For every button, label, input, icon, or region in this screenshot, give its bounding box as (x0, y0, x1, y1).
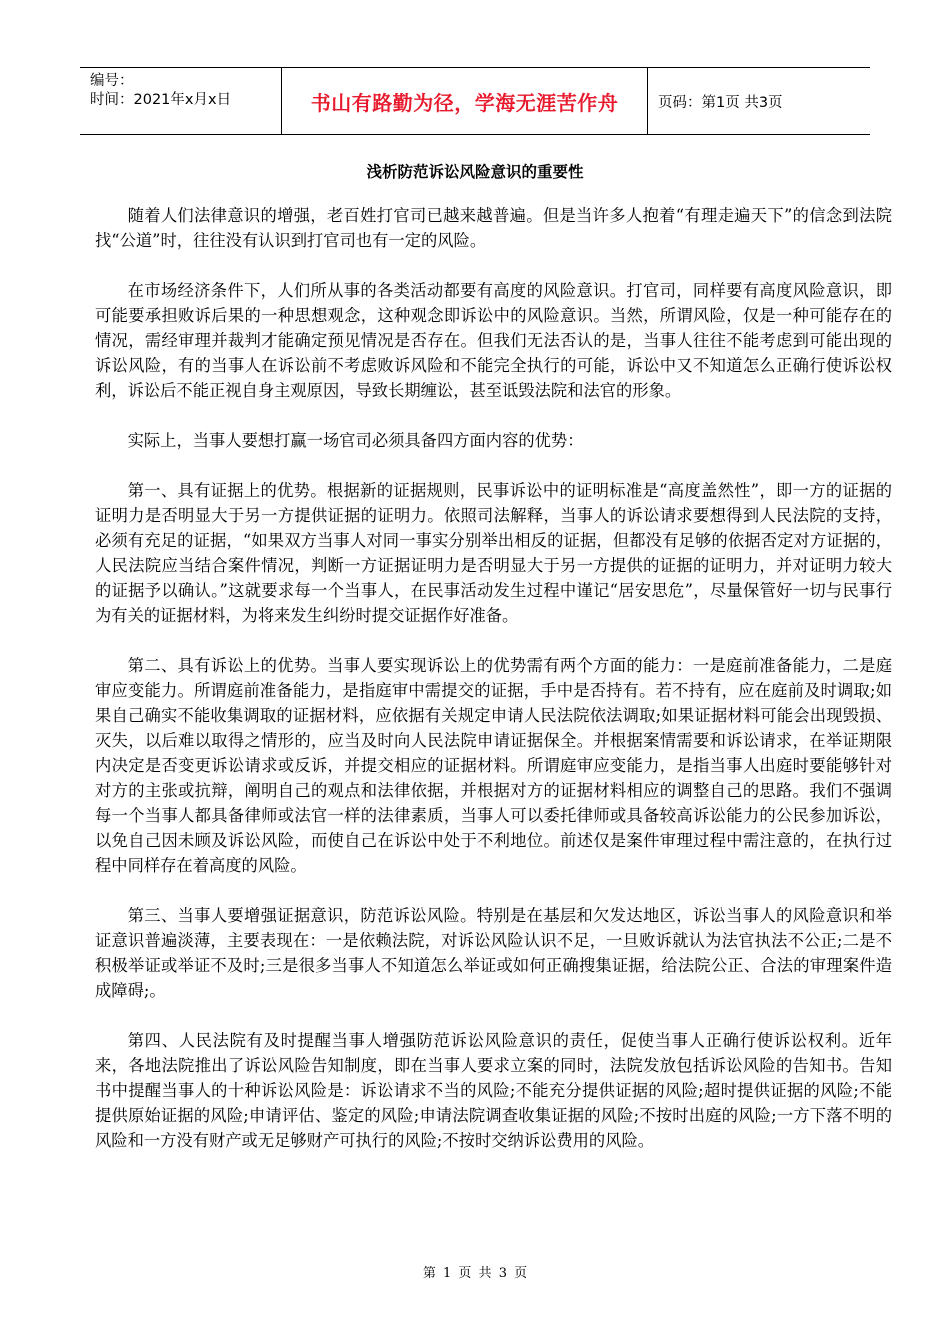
header-motto: 书山有路勤为径，学海无涯苦作舟 (310, 90, 619, 115)
header-page-label: 页码：第1页 共3页 (658, 94, 783, 111)
document-number-label: 编号： (90, 73, 134, 89)
header-motto-cell (281, 68, 648, 134)
paragraph: 随着人们法律意识的增强，老百姓打官司已越来越普遍。但是当许多人抱着“有理走遍天下”的信念到法院找“公道”时，往往没有认识到打官司也有一定的风险。 (95, 206, 892, 250)
paragraph: 第二、具有诉讼上的优势。当事人要实现诉讼上的优势需有两个方面的能力：一是庭前准备能力，二是庭审应变能力。所谓庭前准备能力，是指庭审中需提交的证据，手中是否持有。若不持有，应在庭前及时调取;如果自己确实不能收集调取的证据材料，应依据有关规定申请人民法院依法调取;如果证据材料可能会出现毁损、灭失，以后难以取得之情形的，应当及时向人民法院申请证据保全。并根据案情需要和诉讼请求，在举证期限内决定是否变更诉讼请求或反诉，并提交相应的证据材料。所谓庭审应变能力，是指当事人出庭时要能够针对对方的主张或抗辩，阐明自己的观点和法律依据，并根据对方的证据材料相应的调整自己的思路。我们不强调每一个当事人都具备律师或法官一样的法律素质，当事人可以委托律师或具备较高诉讼能力的公民参加诉讼，以免自己因未顾及诉讼风险，而使自己在诉讼中处于不利地位。前述仅是案件审理过程中需注意的，在执行过程中同样存在着高度的风险。 (95, 656, 892, 875)
header-page-cell (648, 68, 870, 134)
paragraph: 第三、当事人要增强证据意识，防范诉讼风险。特别是在基层和欠发达地区，诉讼当事人的风险意识和举证意识普遍淡薄，主要表现在：一是依赖法院，对诉讼风险认识不足，一旦败诉就认为法官执法不公正;二是不积极举证或举证不及时;三是很多当事人不知道怎么举证或如何正确搜集证据，给法院公正、合法的审理案件造成障碍;。 (95, 906, 892, 1000)
paragraph: 在市场经济条件下，人们所从事的各类活动都要有高度的风险意识。打官司，同样要有高度风险意识，即可能要承担败诉后果的一种思想观念，这种观念即诉讼中的风险意识。当然，所谓风险，仅是一种可能存在的情况，需经审理并裁判才能确定预见情况是否存在。但我们无法否认的是，当事人往往不能考虑到可能出现的诉讼风险，有的当事人在诉讼前不考虑败诉风险和不能完全执行的可能，诉讼中又不知道怎么正确行使诉讼权利，诉讼后不能正视自身主观原因，导致长期缠讼，甚至诋毁法院和法官的形象。 (95, 281, 892, 400)
paragraph: 第四、人民法院有及时提醒当事人增强防范诉讼风险意识的责任，促使当事人正确行使诉讼权利。近年来，各地法院推出了诉讼风险告知制度，即在当事人要求立案的同时，法院发放包括诉讼风险的告知书。告知书中提醒当事人的十种诉讼风险是：诉讼请求不当的风险;不能充分提供证据的风险;超时提供证据的风险;不能提供原始证据的风险;申请评估、鉴定的风险;申请法院调查收集证据的风险;不按时出庭的风险;一方下落不明的风险和一方没有财产或无足够财产可执行的风险;不按时交纳诉讼费用的风险。 (95, 1031, 892, 1150)
header-meta-cell (80, 68, 281, 134)
document-title: 浅析防范诉讼风险意识的重要性 (366, 162, 584, 181)
document-date-label: 时间：2021年x月x日 (90, 92, 232, 108)
document-body (95, 203, 892, 1178)
paragraph: 实际上，当事人要想打赢一场官司必须具备四方面内容的优势： (127, 431, 584, 450)
paragraph: 第一、具有证据上的优势。根据新的证据规则，民事诉讼中的证明标准是“高度盖然性”，即一方的证据的证明力是否明显大于另一方提供证据的证明力。依照司法解释，当事人的诉讼请求要想得到人民法院的支持，必须有充足的证据，“如果双方当事人对同一事实分别举出相反的证据，但都没有足够的依据否定对方证据的，人民法院应当结合案件情况，判断一方证据证明力是否明显大于另一方提供的证据的证明力，并对证明力较大的证据予以确认。”这就要求每一个当事人，在民事活动发生过程中谨记“居安思危”，尽量保管好一切与民事行为有关的证据材料，为将来发生纠纷时提交证据作好准备。 (95, 481, 892, 625)
document-header (80, 67, 870, 135)
page-footer: 第 1 页 共 3 页 (422, 1266, 528, 1281)
